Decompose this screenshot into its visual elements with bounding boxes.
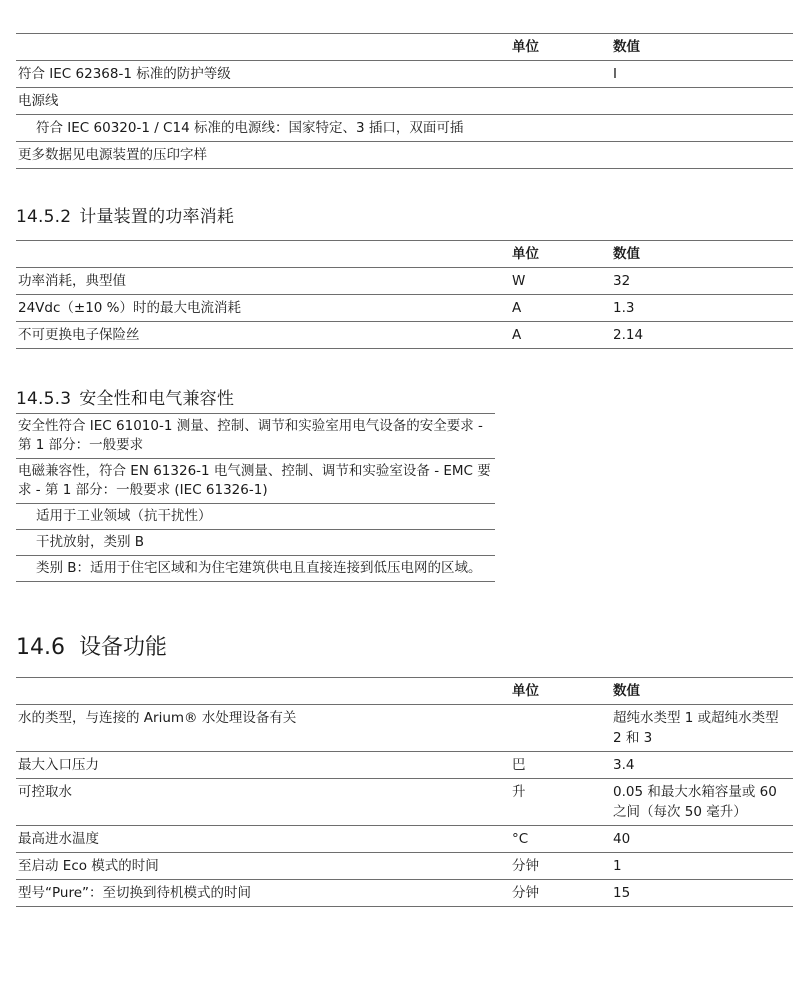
row-value: 1	[611, 853, 793, 880]
table-row	[16, 752, 793, 779]
section-number: 14.5.3	[16, 389, 72, 409]
power-supply-table	[16, 33, 793, 169]
row-value: 0.05 和最大水箱容量或 60 之间（每次 50 毫升）	[611, 779, 793, 826]
row-value	[611, 115, 793, 142]
row-label: 可控取水	[16, 779, 510, 826]
table-row	[16, 779, 793, 826]
header-label-empty	[16, 678, 510, 705]
header-value: 数值	[611, 241, 793, 268]
row-unit: 升	[510, 779, 611, 826]
row-label: 电磁兼容性，符合 EN 61326-1 电气测量、控制、调节和实验室设备 - EMC 要求 - 第 1 部分：一般要求 (IEC 61326-1)	[16, 459, 495, 504]
header-unit: 单位	[510, 34, 611, 61]
row-unit: 分钟	[510, 853, 611, 880]
row-value	[611, 142, 793, 169]
table-row	[16, 459, 495, 504]
row-label: 至启动 Eco 模式的时间	[16, 853, 510, 880]
row-label: 更多数据见电源装置的压印字样	[16, 142, 510, 169]
table-row	[16, 530, 495, 556]
row-unit	[510, 142, 611, 169]
row-label: 适用于工业领域（抗干扰性）	[16, 504, 495, 530]
row-value: 3.4	[611, 752, 793, 779]
row-label: 类别 B：适用于住宅区域和为住宅建筑供电且直接连接到低压电网的区域。	[16, 556, 495, 582]
row-label: 水的类型，与连接的 Arium® 水处理设备有关	[16, 705, 510, 752]
row-unit: 巴	[510, 752, 611, 779]
table-row	[16, 504, 495, 530]
table-row	[16, 414, 495, 459]
row-label: 型号“Pure”：至切换到待机模式的时间	[16, 880, 510, 907]
section-title: 设备功能	[78, 635, 167, 660]
row-unit: 分钟	[510, 880, 611, 907]
header-value: 数值	[611, 678, 793, 705]
row-label: 符合 IEC 62368-1 标准的防护等级	[16, 61, 510, 88]
table-row	[16, 705, 793, 752]
row-unit: A	[510, 295, 611, 322]
table-row	[16, 115, 793, 142]
row-label: 安全性符合 IEC 61010-1 测量、控制、调节和实验室用电气设备的安全要求 - 第 1 部分：一般要求	[16, 414, 495, 459]
table-row	[16, 853, 793, 880]
row-value: 1.3	[611, 295, 793, 322]
row-label: 24Vdc（±10 %）时的最大电流消耗	[16, 295, 510, 322]
row-label: 符合 IEC 60320-1 / C14 标准的电源线：国家特定、3 插口，双面可插	[16, 115, 510, 142]
table-header	[16, 678, 793, 705]
section-title: 安全性和电气兼容性	[79, 389, 235, 409]
row-unit: °C	[510, 826, 611, 853]
row-label: 功率消耗，典型值	[16, 268, 510, 295]
section-heading-1453	[16, 384, 234, 409]
row-unit	[510, 61, 611, 88]
section-number: 14.5.2	[16, 207, 72, 227]
row-value: 15	[611, 880, 793, 907]
section-number: 14.6	[16, 635, 65, 660]
row-unit	[510, 705, 611, 752]
power-consumption-table	[16, 240, 793, 349]
section-heading-146	[16, 630, 167, 661]
row-value: 超纯水类型 1 或超纯水类型 2 和 3	[611, 705, 793, 752]
table-row	[16, 88, 793, 115]
row-value: 32	[611, 268, 793, 295]
table-row	[16, 268, 793, 295]
table-header	[16, 34, 793, 61]
device-function-section	[16, 677, 793, 907]
header-unit: 单位	[510, 241, 611, 268]
row-unit	[510, 115, 611, 142]
table-row	[16, 322, 793, 349]
row-label: 干扰放射，类别 B	[16, 530, 495, 556]
row-label: 最大入口压力	[16, 752, 510, 779]
power-consumption-section	[16, 240, 793, 349]
table-row	[16, 295, 793, 322]
row-label: 不可更换电子保险丝	[16, 322, 510, 349]
table-row	[16, 556, 495, 582]
safety-table	[16, 413, 495, 582]
table-row	[16, 826, 793, 853]
section-title: 计量装置的功率消耗	[79, 207, 235, 227]
row-unit: W	[510, 268, 611, 295]
table-row	[16, 142, 793, 169]
row-value	[611, 88, 793, 115]
power-supply-section	[16, 33, 793, 169]
row-label: 电源线	[16, 88, 510, 115]
table-row	[16, 880, 793, 907]
section-heading-1452	[16, 202, 234, 227]
row-value: 40	[611, 826, 793, 853]
row-value: I	[611, 61, 793, 88]
row-unit	[510, 88, 611, 115]
row-value: 2.14	[611, 322, 793, 349]
row-label: 最高进水温度	[16, 826, 510, 853]
row-unit: A	[510, 322, 611, 349]
table-header	[16, 241, 793, 268]
table-row	[16, 61, 793, 88]
safety-section	[16, 413, 495, 582]
header-value: 数值	[611, 34, 793, 61]
device-function-table	[16, 677, 793, 907]
header-label-empty	[16, 241, 510, 268]
header-label-empty	[16, 34, 510, 61]
header-unit: 单位	[510, 678, 611, 705]
